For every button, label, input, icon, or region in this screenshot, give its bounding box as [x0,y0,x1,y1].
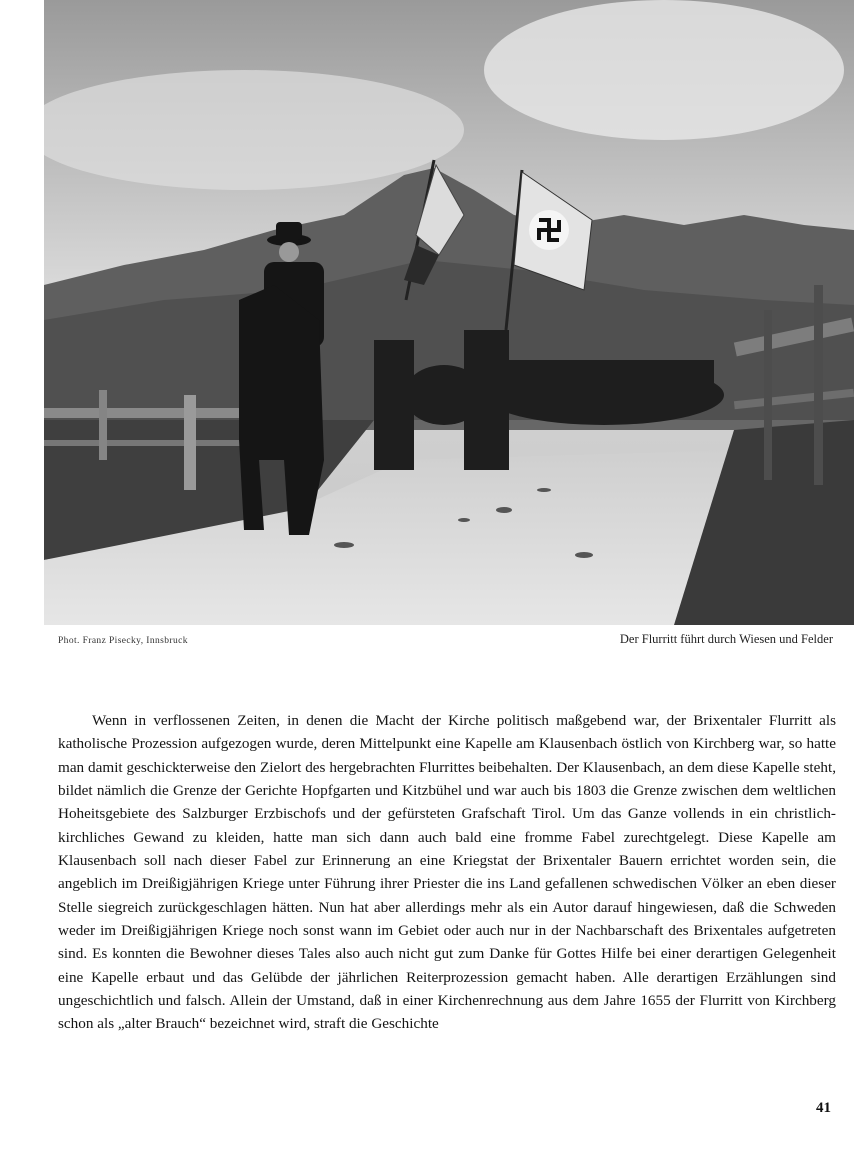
body-paragraph: Wenn in verflossenen Zeiten, in denen die Macht der Kirche politisch maßgebend war, der Brixentaler Flurritt als katholische Prozession aufgezogen wurde, deren Mittelpunkt eine Kapelle am Klausenbach östlich von Kirchberg war, so hatte man damit geschickterweise den Zielort des hergebrachten Flurrittes beibehalten. Der Klausenbach, an dem diese Kapelle steht, bildet nämlich die Grenze der Gerichte Hopfgarten und Kitzbühel und war auch bis 1803 die Grenze zwischen dem weltlichen Hoheitsgebiete des Salzburger Erzbischofs und der gefürsteten Grafschaft Tirol. Um das Ganze vollends in ein christlich-kirchliches Gewand zu kleiden, hatte man sich dann auch bald eine fromme Fabel zurechtgelegt. Diese Kapelle am Klausenbach soll nach dieser Fabel zur Erinnerung an eine Kriegstat der Brixentaler Bauern errichtet worden sein, die angeblich im Dreißigjährigen Kriege unter Führung ihrer Priester die ins Land gefallenen schwedischen Völker an eben dieser Stelle siegreich zurückgeschlagen hätten. Nun hat aber allerdings mehr als ein Autor darauf hingewiesen, daß die Schweden weder im Dreißigjährigen Kriege noch sonst wann im Gebiet oder auch nur in der Nachbarschaft des Brixentales aufgetreten sind. Es konnten die Bewohner dieses Tales also auch nicht gut zum Danke für Gottes Hilfe bei einer derartigen Gelegenheit eine Kapelle erbaut und das Gelübde der jährlichen Reiterprozession gemacht haben. Alle derartigen Erzählungen sind ungeschichtlich und falsch. Allein der Umstand, daß in einer Kirchenrechnung aus dem Jahre 1655 der Flurritt von Kirchberg schon als „alter Brauch“ bezeichnet wird, straft die Geschichte [58,712,836,1033]
page-number: 41 [816,1100,831,1116]
photo-illustration [44,0,854,625]
body-text [58,709,836,1036]
photograph-procession [44,0,854,625]
photo-caption: Der Flurritt führt durch Wiesen und Felder [619,632,833,646]
photo-credit: Phot. Franz Pisecky, Innsbruck [58,636,188,646]
